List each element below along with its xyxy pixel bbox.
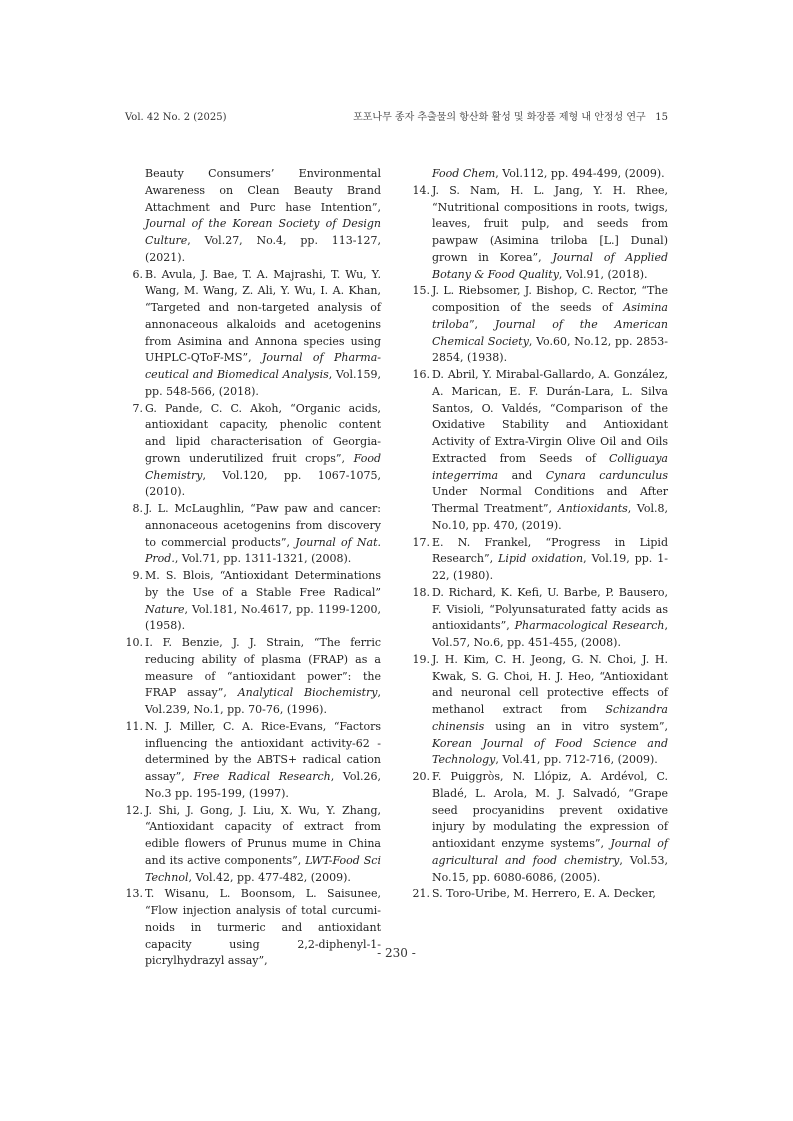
reference-18: 18. D. Richard, K. Kefi, U. Barbe, P. Bausero, F. Visioli, “Polyunsaturated fatty acids as antioxidants”, Pharmacological Research, Vol.57, No.6, pp. 451-455, (2008). — [412, 585, 668, 649]
reference-number: 10. — [125, 636, 143, 649]
reference-number: 11. — [125, 719, 143, 733]
page-number: - 230 - — [377, 946, 416, 960]
reference-20: 20. F. Puiggròs, N. Llópiz, A. Ardévol, C. Bladé, L. Arola, M. J. Salvadó, “Grape seed procyanidins prevent oxidative injury by modulating the expression of antioxidant enzyme systems”, Journal of agricultural and food chemistry, Vol.53, No.15, pp. 6080-6086, (2005). — [412, 770, 668, 884]
reference-number: 8. — [132, 502, 143, 515]
reference-number: 19. — [412, 652, 430, 666]
reference-6: 6. B. Avula, J. Bae, T. A. Majrashi, T. Wu, Y. Wang, M. Wang, Z. Ali, Y. Wu, I. A. Khan, “Targeted and non-targeted analysis of annonaceous alkaloids and acetogenins from Asimina and Annona species using UHPLC-QToF-MS”, Journal of Pharma-ceutical and Biomedical Analysis, Vol.159, pp. 548-566, (2018). — [125, 267, 381, 401]
reference-number: 21. — [412, 887, 430, 901]
reference-10: 10. I. F. Benzie, J. J. Strain, “The ferric reducing ability of plasma (FRAP) as a measure of “antioxidant power”: the FRAP assay”, Analytical Biochemistry, Vol.239, No.1, pp. 70-76, (1996). — [125, 636, 381, 716]
reference-13: 13. T. Wisanu, L. Boonsom, L. Saisunee, “Flow injection analysis of total curcumi-noids in turmeric and antioxidant capacity using 2,2-diphenyl-1-picrylhydrazyl assay”, — [125, 887, 381, 968]
reference-number: 13. — [125, 887, 143, 901]
reference-number: 18. — [412, 585, 430, 599]
reference-number: 14. — [412, 183, 430, 197]
left-column — [125, 166, 381, 970]
reference-21: 21. S. Toro-Uribe, M. Herrero, E. A. Decker, — [412, 886, 668, 903]
reference-number: 15. — [412, 284, 430, 298]
reference-12: 12. J. Shi, J. Gong, J. Liu, X. Wu, Y. Zhang, “Antioxidant capacity of extract from edible flowers of Prunus mume in China and its active components”, LWT-Food Sci Technol, Vol.42, pp. 477-482, (2009). — [125, 803, 381, 884]
reference-number: 7. — [132, 401, 143, 415]
right-column — [412, 166, 668, 903]
journal-issue: Vol. 42 No. 2 (2025) — [125, 112, 227, 123]
reference-number: 12. — [125, 803, 143, 817]
reference-number: 9. — [132, 569, 143, 582]
reference-8: 8. J. L. McLaughlin, “Paw paw and cancer: annonaceous acetogenins from discovery to commercial products”, Journal of Nat. Prod., Vol.71, pp. 1311-1321, (2008). — [125, 501, 381, 568]
reference-16: 16. D. Abril, Y. Mirabal-Gallardo, A. González, A. Marican, E. F. Durán-Lara, L. Silva Santos, O. Valdés, “Comparison of the Oxidative Stability and Antioxidant Activity of Extra-Virgin Olive Oil and Oils Extracted from Seeds of Colliguaya integerrima and Cynara cardunculus Under Normal Conditions and After Thermal Treatment”, Antioxidants, Vol.8, No.10, pp. 470, (2019). — [412, 368, 669, 532]
reference-number: 6. — [132, 267, 143, 281]
reference-17: 17. E. N. Frankel, “Progress in Lipid Research”, Lipid oxidation, Vol.19, pp. 1-22, (1980). — [412, 535, 668, 582]
reference-continuation: Beauty Consumers’ Environmental Awareness on Clean Beauty Brand Attachment and Purc hase Intention”, Journal of the Korean Society of Design Culture, Vol.27, No.4, pp. 113-127, (2021). — [145, 167, 381, 264]
header-page-number: 15 — [655, 112, 668, 123]
reference-9: 9. M. S. Blois, “Antioxidant Determinations by the Use of a Stable Free Radical” Nature, Vol.181, No.4617, pp. 1199-1200, (1958). — [125, 568, 381, 635]
reference-number: 16. — [412, 368, 430, 381]
reference-15: 15. J. L. Riebsomer, J. Bishop, C. Rector, “The composition of the seeds of Asimina triloba”, Journal of the American Chemical Society, Vo.60, No.12, pp. 2853-2854, (1938). — [412, 284, 668, 365]
running-title — [353, 110, 668, 126]
reference-14: 14. J. S. Nam, H. L. Jang, Y. H. Rhee, “Nutritional compositions in roots, twigs, leaves, fruit pulp, and seeds from pawpaw (Asimina triloba [L.] Dunal) grown in Korea”, Journal of Applied Botany & Food Quality, Vol.91, (2018). — [412, 183, 668, 281]
reference-7: 7. G. Pande, C. C. Akoh, “Organic acids, antioxidant capacity, phenolic content and lipid characterisation of Georgia-grown underutilized fruit crops”, Food Chemistry, Vol.120, pp. 1067-1075, (2010). — [125, 401, 381, 502]
reference-continuation: Food Chem, Vol.112, pp. 494-499, (2009). — [432, 167, 665, 180]
reference-11: 11. N. J. Miller, C. A. Rice-Evans, “Factors influencing the antioxidant activity-62 -determined by the ABTS+ radical cation assay”, Free Radical Research, Vol.26, No.3 pp. 195-199, (1997). — [125, 719, 381, 800]
reference-number: 17. — [412, 535, 430, 549]
reference-19: 19. J. H. Kim, C. H. Jeong, G. N. Choi, J. H. Kwak, S. G. Choi, H. J. Heo, “Antioxidant and neuronal cell protective effects of methanol extract from Schizandra chinensis using an in vitro system”, Korean Journal of Food Science and Technology, Vol.41, pp. 712-716, (2009). — [412, 652, 668, 767]
reference-number: 20. — [412, 770, 430, 783]
running-header — [125, 110, 668, 126]
article-title: 포포나무 종자 추출물의 항산화 활성 및 화장품 제형 내 안정성 연구 — [353, 112, 646, 123]
